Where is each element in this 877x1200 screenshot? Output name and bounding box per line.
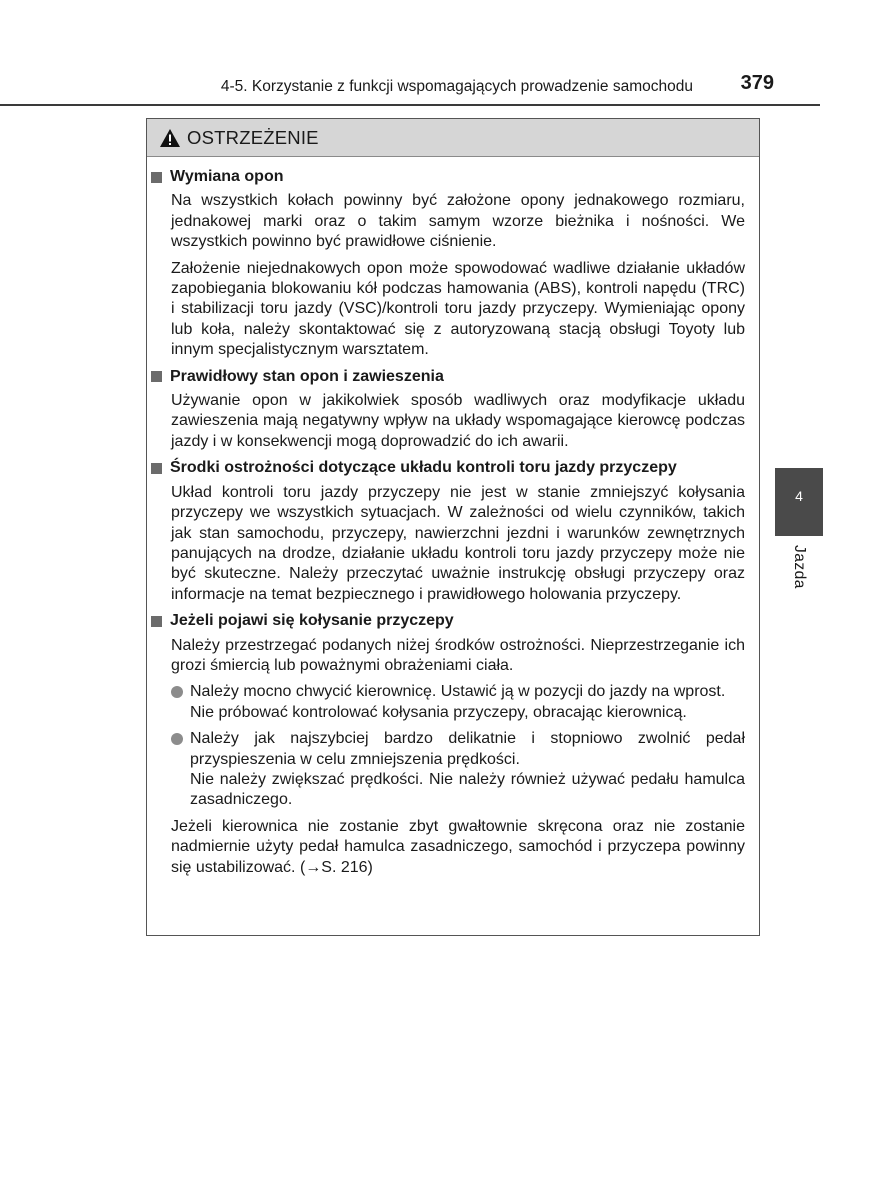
section-title: Jeżeli pojawi się kołysanie przyczepy [170,612,454,630]
paragraph: Należy przestrzegać podanych niżej środków ostrożności. Nieprzestrzeganie ich grozi śmiercią lub poważnymi obrażeniami ciała. [171,636,745,674]
warning-title: OSTRZEŻENIE [187,126,319,148]
chapter-tab [775,468,823,536]
chapter-number: 4 [795,488,803,504]
page-header [0,70,820,106]
list-item-line: Należy mocno chwycić kierownicę. Ustawić ją w pozycji do jazdy na wprost. [190,683,726,701]
chapter-title: 4-5. Korzystanie z funkcji wspomagających prowadzenie samochodu [220,78,693,95]
list-item-line: Nie próbować kontrolować kołysania przyczepy, obracając kierownicą. [190,703,687,721]
section-title: Prawidłowy stan opon i zawieszenia [170,367,444,385]
warning-box [146,118,760,936]
square-bullet-icon [151,172,162,183]
list-item [171,682,745,723]
square-bullet-icon [151,371,162,382]
square-bullet-icon [151,463,162,474]
list-item-text [190,729,745,811]
square-bullet-icon [151,616,162,627]
section-title: Wymiana opon [170,168,284,185]
section-heading [151,167,745,187]
list-item-text [190,682,745,723]
section-heading [151,611,745,631]
list-item [171,729,745,811]
paragraph: Założenie niejednakowych opon może spowodować wadliwe działanie układów zapobiegania blokowaniu kół podczas hamowania (ABS), kontroli napędu (TRC) i stabilizacji toru jazdy (VSC)/kontroli toru jazdy przyczepy. Wymieniając opony lub koła, należy skontaktować się z autoryzowaną stacją obsługi Toyoty lub innym specjalistycznym warsztatem. [171,259,745,359]
round-bullet-icon [171,686,183,698]
section-heading [151,367,745,387]
chapter-label: Jazda [791,545,808,589]
section-title: Środki ostrożności dotyczące układu kontroli toru jazdy przyczepy [170,459,677,477]
paragraph: Jeżeli kierownica nie zostanie zbyt gwałtownie skręcona oraz nie zostanie nadmiernie użyty pedał hamulca zasadniczego, samochód i przyczepa powinny się ustabilizować. (→S. 216) [171,817,745,876]
round-bullet-icon [171,733,183,745]
section-heading [151,458,745,478]
page-number: 379 [740,72,774,94]
warning-body [147,157,759,878]
warning-triangle-icon [159,128,181,148]
list-item-line: Należy jak najszybciej bardzo delikatnie i stopniowo zwolnić pedał przyspieszenia w celu zmniejszenia prędkości. [190,730,745,768]
paragraph: Na wszystkich kołach powinny być założone opony jednakowego rozmiaru, jednakowej marki oraz o takim samym wzorze bieżnika i nośności. We wszystkich powinno być prawidłowe ciśnienie. [171,192,745,251]
warning-header [147,119,759,157]
paragraph: Używanie opon w jakikolwiek sposób wadliwych oraz modyfikacje układu zawieszenia mają negatywny wpływ na układy wspomagające kierowcę podczas jazdy i w konsekwencji mogą doprowadzić do ich awarii. [171,392,745,450]
list-item-line: Nie należy zwiększać prędkości. Nie należy również używać pedału hamulca zasadniczego. [190,770,745,809]
paragraph: Układ kontroli toru jazdy przyczepy nie jest w stanie zmniejszyć kołysania przyczepy we wszystkich sytuacjach. W zależności od wielu czynników, takich jak stan samochodu, przyczepy, nawierzchni jezdni i warunków zewnętrznych panujących na drodze, działanie układu kontroli toru jazdy przyczepy może nie być skuteczne. Należy przeczytać uważnie instrukcję obsługi przyczepy oraz informacje na temat bezpiecznego i prawidłowego holowania przyczepy. [171,483,745,603]
